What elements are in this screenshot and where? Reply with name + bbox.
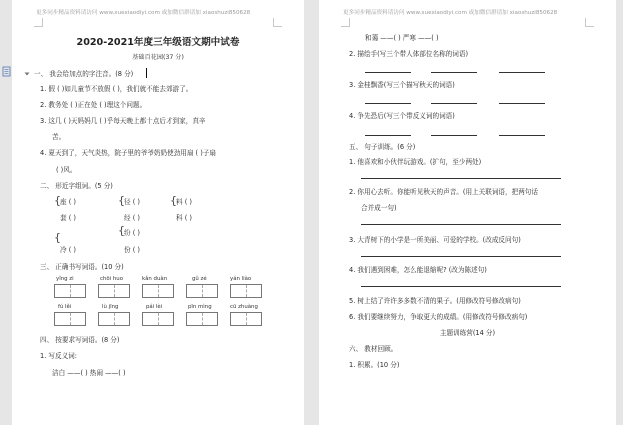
answer-line[interactable] bbox=[499, 135, 545, 136]
question-5-5: 5. 树上结了许许多多数不清的果子。(用修改符号修改病句) bbox=[349, 297, 521, 305]
writing-grid[interactable] bbox=[54, 312, 86, 326]
document-page-1[interactable] bbox=[12, 0, 304, 425]
question-4-2: 2. 描绘手(写三个带人体部位名称的词语) bbox=[349, 50, 469, 58]
question-1-3: 3. 这几 ( )天妈妈几 ( )乎每天晚上都十点后才到家，真辛 bbox=[40, 117, 206, 125]
document-page-2[interactable] bbox=[319, 0, 616, 425]
page-corner-mark bbox=[273, 18, 282, 27]
pinyin-label: fú lěi bbox=[58, 304, 72, 310]
pinyin-label: pīn mìng bbox=[188, 304, 212, 310]
header-watermark: 更多同步精品资料请访问 www.xuexiaodiyi.com 或加微信群请加 xiaoshuzi850628 bbox=[36, 10, 251, 16]
word-pair-item: 科 ( ) bbox=[176, 214, 192, 222]
answer-line[interactable] bbox=[365, 135, 411, 136]
answer-line[interactable] bbox=[499, 72, 545, 73]
pinyin-label: lù jīng bbox=[102, 304, 119, 310]
word-pair-item: 料 ( ) bbox=[176, 198, 192, 206]
section-3-heading: 三、 正确书写词语。(10 分) bbox=[40, 263, 124, 271]
writing-grid[interactable] bbox=[98, 312, 130, 326]
section-title-theme: 主题训练营(14 分) bbox=[439, 329, 496, 337]
left-gutter bbox=[0, 0, 12, 425]
brace-mark: { bbox=[54, 231, 61, 244]
question-5-2: 2. 你用心去听。你能听见秋天的声音。(用上关联词语，把两句话 bbox=[349, 188, 538, 196]
header-watermark: 更多同步精品资料请访问 www.xuexiaodiyi.com 或加微信群请加 xiaoshuzi850628 bbox=[343, 10, 558, 16]
antonym-line-cont: 和蔼 ——( ) 严寒 ——( ) bbox=[365, 34, 439, 42]
brace-mark: { bbox=[118, 194, 125, 207]
word-pair-item: 座 ( ) bbox=[60, 198, 76, 206]
answer-line[interactable] bbox=[361, 286, 561, 287]
answer-line[interactable] bbox=[365, 72, 411, 73]
document-outline-icon[interactable] bbox=[2, 66, 12, 77]
pinyin-label: chōi huo bbox=[100, 276, 124, 282]
answer-line[interactable] bbox=[431, 72, 477, 73]
text-cursor bbox=[146, 68, 147, 78]
page-corner-mark bbox=[34, 18, 43, 27]
question-4-4: 4. 争先恐后(写三个带反义词的词语) bbox=[349, 112, 455, 120]
question-4-1: 1. 写反义词: bbox=[40, 352, 77, 360]
pinyin-label: yán liào bbox=[230, 276, 252, 282]
section-4-heading: 四、 按要求写词语。(8 分) bbox=[40, 336, 120, 344]
section-2-heading: 二、 形近字组词。(5 分) bbox=[40, 182, 113, 190]
section-6-heading: 六、 教材回顾。 bbox=[349, 345, 398, 353]
question-1-4: 4. 夏天到了，天气炎热，院子里的爷爷奶奶使劲用扇 ( )子扇 bbox=[40, 149, 216, 157]
answer-line[interactable] bbox=[365, 103, 411, 104]
section-5-heading: 五、 句子训练。(6 分) bbox=[349, 143, 416, 151]
question-1-3-cont: 苦。 bbox=[52, 133, 66, 141]
writing-grid[interactable] bbox=[230, 284, 262, 298]
page-corner-mark bbox=[585, 18, 594, 27]
question-5-6: 6. 我们要继续努力，争取更大的成绩。(用修改符号修改病句) bbox=[349, 313, 528, 321]
collapse-triangle-icon[interactable] bbox=[24, 71, 30, 77]
word-pair-item: 份 ( ) bbox=[124, 246, 140, 254]
section-1-heading: 一、 我会给加点的字注音。(8 分) bbox=[34, 70, 134, 78]
page-corner-mark bbox=[341, 18, 350, 27]
brace-mark: { bbox=[54, 194, 61, 207]
question-5-2-cont: 合并成一句) bbox=[361, 204, 397, 212]
writing-grid[interactable] bbox=[142, 284, 174, 298]
word-pair-item: 经 ( ) bbox=[124, 214, 140, 222]
writing-grid[interactable] bbox=[186, 284, 218, 298]
pinyin-label: cū zhuàng bbox=[230, 304, 258, 310]
question-5-1: 1. 他喜欢和小伙伴玩游戏。(扩句，至少两处) bbox=[349, 158, 482, 166]
exam-subtitle: 基础百花园(37 分) bbox=[132, 54, 184, 61]
question-1-4-cont: ( )风。 bbox=[56, 166, 77, 174]
brace-mark: { bbox=[118, 224, 125, 237]
answer-line[interactable] bbox=[361, 224, 561, 225]
writing-grid[interactable] bbox=[186, 312, 218, 326]
question-4-3: 3. 金桂飘香(写三个描写秋天的词语) bbox=[349, 81, 455, 89]
word-pair-item: 径 ( ) bbox=[124, 198, 140, 206]
word-pair-item: 套 ( ) bbox=[60, 214, 76, 222]
question-5-4: 4. 我们遇到困难，怎么能退缩呢? (改为陈述句) bbox=[349, 266, 487, 274]
pinyin-label: gǔ zé bbox=[192, 276, 207, 282]
word-pair-item: 纷 ( ) bbox=[124, 229, 140, 237]
question-5-3: 3. 大青树下的小学是一所美丽、可爱的学校。(改成反问句) bbox=[349, 236, 521, 244]
answer-line[interactable] bbox=[431, 103, 477, 104]
writing-grid[interactable] bbox=[54, 284, 86, 298]
pinyin-label: pái lèi bbox=[146, 304, 163, 310]
brace-mark: { bbox=[170, 194, 177, 207]
question-6-1: 1. 积累。(10 分) bbox=[349, 361, 400, 369]
answer-line[interactable] bbox=[431, 135, 477, 136]
pinyin-label: kǎn duàn bbox=[142, 276, 168, 282]
pinyin-label: yǐng zi bbox=[56, 276, 74, 282]
answer-line[interactable] bbox=[361, 256, 561, 257]
right-gutter bbox=[616, 0, 623, 425]
question-1-2: 2. 教务处 ( )正在处 ( )理这个问题。 bbox=[40, 101, 147, 109]
writing-grid[interactable] bbox=[142, 312, 174, 326]
answer-line[interactable] bbox=[499, 103, 545, 104]
word-pair-item: 冷 ( ) bbox=[60, 246, 76, 254]
writing-grid[interactable] bbox=[230, 312, 262, 326]
exam-title: 2020-2021年度三年级语文期中试卷 bbox=[76, 37, 240, 48]
writing-grid[interactable] bbox=[98, 284, 130, 298]
question-1-1: 1. 假 ( )如儿童节不放假 ( )，我们就不能去郊游了。 bbox=[40, 85, 193, 93]
answer-line[interactable] bbox=[361, 178, 561, 179]
antonym-line: 洁白 ——( ) 热闹 ——( ) bbox=[52, 369, 126, 377]
